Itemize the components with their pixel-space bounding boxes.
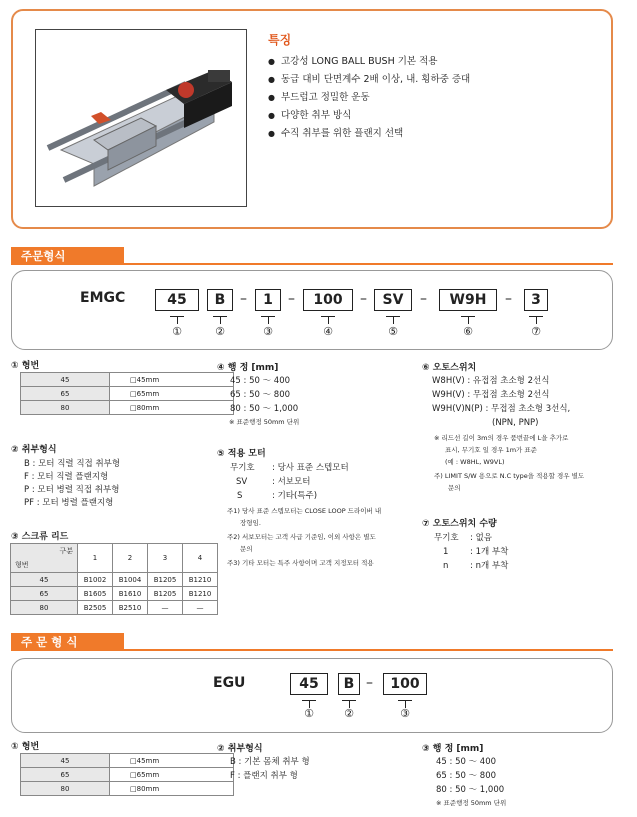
table-row	[21, 401, 234, 415]
table-cell: B1210	[183, 573, 218, 587]
code-segment-lead: 1	[255, 289, 281, 311]
section-divider	[11, 649, 613, 651]
table-header-row	[11, 544, 218, 573]
screw-lead-table	[10, 543, 218, 615]
tick	[268, 316, 269, 324]
spec-note: 주3) 기타 모터는 특주 사항이며 고객 지정모터 적용	[227, 559, 374, 567]
table-row	[21, 754, 234, 768]
motor-desc: : 기타(특주)	[272, 491, 318, 501]
spec-title-model: ① 형번	[11, 361, 40, 371]
dash: –	[505, 291, 512, 307]
qty-code: n	[443, 561, 449, 571]
table-cell: □80mm	[110, 782, 234, 796]
spec-title-motor: ⑤ 적용 모터	[217, 449, 266, 459]
motor-desc: : 당사 표준 스텝모터	[272, 463, 349, 473]
spec-note: ※ 표준행정 50mm 단위	[229, 418, 300, 426]
code-segment-switch: W9H	[439, 289, 497, 311]
table-cell: B1610	[113, 587, 148, 601]
table-row	[21, 387, 234, 401]
table-cell: □45mm	[110, 754, 234, 768]
spec-note: 주) LIMIT S/W 용으로 N.C type을 적용할 경우 별도	[434, 472, 585, 480]
tick	[177, 316, 178, 324]
spec-title-model: ① 형번	[11, 742, 40, 752]
dash: –	[366, 675, 373, 691]
spec-note: ※ 리드선 길이 3m의 경우 품번끝에 L을 추가로	[434, 434, 569, 442]
feature-item: ● 수직 취부를 위한 플랜지 선택	[268, 125, 470, 143]
spec-note: 주1) 당사 표준 스텝모터는 CLOSE LOOP 드라이버 내	[227, 507, 382, 515]
table-cell: 45	[11, 573, 78, 587]
circle-number: ⑦	[531, 325, 541, 338]
table-row	[11, 573, 218, 587]
qty-desc: : 1개 부착	[470, 547, 509, 557]
code-segment-size: 45	[155, 289, 199, 311]
table-header-cell: 2	[113, 544, 148, 573]
model-name: EMGC	[80, 290, 126, 306]
table-cell: 80	[11, 601, 78, 615]
table-cell: B1004	[113, 573, 148, 587]
table-cell: B1605	[78, 587, 113, 601]
table-cell: □65mm	[110, 768, 234, 782]
spec-title-switch-qty: ⑦ 오토스위치 수량	[422, 519, 497, 529]
table-row	[21, 768, 234, 782]
tick	[393, 316, 394, 324]
tick	[536, 316, 537, 324]
table-row	[11, 587, 218, 601]
table-cell: 45	[21, 373, 110, 387]
motor-code: SV	[236, 477, 248, 487]
table-cell: □65mm	[110, 387, 234, 401]
table-cell: —	[148, 601, 183, 615]
dash: –	[420, 291, 427, 307]
spec-line: 65 : 50 ～ 800	[230, 390, 291, 400]
spec-line: 80 : 50 ～ 1,000	[230, 404, 299, 414]
table-cell: 80	[21, 782, 110, 796]
table-corner-cell	[11, 544, 78, 573]
table-header-cell: 3	[148, 544, 183, 573]
corner-top: 구분	[59, 547, 73, 555]
spec-line: 65 : 50 ～ 800	[436, 771, 497, 781]
motor-code: 무기호	[230, 463, 255, 473]
qty-code: 무기호	[434, 533, 459, 543]
table-cell: B1002	[78, 573, 113, 587]
spec-line: P : 모터 병렬 직접 취부형	[24, 485, 120, 495]
dash: –	[360, 291, 367, 307]
dash: –	[288, 291, 295, 307]
spec-line: W8H(V) : 유접점 초소형 2선식	[432, 376, 550, 386]
table-cell: B2505	[78, 601, 113, 615]
spec-line: B : 모터 직렬 직접 취부형	[24, 459, 121, 469]
table-cell: B1205	[148, 587, 183, 601]
tick	[468, 316, 469, 324]
motor-desc: : 서보모터	[272, 477, 311, 487]
code-segment-stroke: 100	[383, 673, 427, 695]
table-header-cell: 4	[183, 544, 218, 573]
spec-note: 표시, 무기호 일 경우 1m가 표준	[445, 446, 537, 454]
table-cell: B2510	[113, 601, 148, 615]
code-segment-stroke: 100	[303, 289, 353, 311]
spec-line: W9H(V)N(P) : 무접점 초소형 3선식,	[432, 404, 571, 414]
table-cell: 65	[11, 587, 78, 601]
circle-number: ④	[323, 325, 333, 338]
circle-number: ③	[400, 707, 410, 720]
features-title: 특징	[268, 33, 292, 47]
spec-line: F : 모터 직렬 플랜지형	[24, 472, 109, 482]
spec-line: F : 플랜지 취부 형	[230, 771, 298, 781]
spec-line: PF : 모터 병렬 플랜지형	[24, 498, 114, 508]
model-size-table	[20, 753, 234, 796]
table-cell: □80mm	[110, 401, 234, 415]
spec-title-mount: ② 취부형식	[217, 744, 263, 754]
circle-number: ⑥	[463, 325, 473, 338]
table-row	[21, 373, 234, 387]
table-cell: 65	[21, 387, 110, 401]
spec-note: 문의	[240, 545, 253, 553]
dash: –	[240, 291, 247, 307]
spec-title-stroke: ③ 행 정 [mm]	[422, 744, 484, 754]
spec-line: W9H(V) : 무접점 초소형 2선식	[432, 390, 550, 400]
circle-number: ②	[215, 325, 225, 338]
spec-note: 문의	[448, 484, 461, 492]
table-cell: B1205	[148, 573, 183, 587]
code-segment-motor: SV	[374, 289, 412, 311]
spec-title-screw: ③ 스크류 리드	[11, 532, 69, 542]
product-photo	[35, 29, 247, 207]
table-cell: B1210	[183, 587, 218, 601]
feature-item: ● 다양한 취부 방식	[268, 107, 470, 125]
circle-number: ③	[263, 325, 273, 338]
spec-note: 주2) 서보모터는 고객 사급 기준임, 이외 사항은 별도	[227, 533, 376, 541]
circle-number: ②	[344, 707, 354, 720]
corner-bottom: 형번	[15, 561, 29, 569]
circle-number: ⑤	[388, 325, 398, 338]
motor-code: S	[237, 491, 243, 501]
table-row	[21, 782, 234, 796]
order-section-title-1: 주문형식	[11, 247, 124, 265]
qty-desc: : 없음	[470, 533, 492, 543]
section-divider	[11, 263, 613, 265]
code-segment-qty: 3	[524, 289, 548, 311]
feature-item: ● 고강성 LONG BALL BUSH 기본 적용	[268, 53, 470, 71]
spec-line: B : 기본 몸체 취부 형	[230, 757, 310, 767]
table-row	[11, 601, 218, 615]
table-cell: 65	[21, 768, 110, 782]
spec-title-stroke: ④ 행 정 [mm]	[217, 363, 279, 373]
feature-item: ● 부드럽고 정밀한 운동	[268, 89, 470, 107]
model-name: EGU	[213, 675, 246, 691]
qty-desc: : n개 부착	[470, 561, 509, 571]
order-section-title-2: 주 문 형 식	[11, 633, 124, 651]
spec-title-switch: ⑥ 오토스위치	[422, 363, 477, 373]
order-code-box-2	[11, 658, 613, 733]
tick	[220, 316, 221, 324]
spec-line: 45 : 50 ～ 400	[436, 757, 497, 767]
features-panel	[11, 9, 613, 229]
code-segment-mount: B	[207, 289, 233, 311]
qty-code: 1	[443, 547, 449, 557]
model-size-table	[20, 372, 234, 415]
code-segment-size: 45	[290, 673, 328, 695]
circle-number: ①	[172, 325, 182, 338]
features-list	[268, 53, 470, 143]
table-cell: □45mm	[110, 373, 234, 387]
actuator-illustration	[36, 30, 246, 206]
spec-note: (예 : W8HL, W9VL)	[445, 458, 505, 466]
table-cell: 80	[21, 401, 110, 415]
spec-note: ※ 표준행정 50mm 단위	[436, 799, 507, 807]
feature-item: ● 동급 대비 단면계수 2배 이상, 내. 횡하중 증대	[268, 71, 470, 89]
table-cell: 45	[21, 754, 110, 768]
spec-note: 장형임.	[240, 519, 261, 527]
table-header-cell: 1	[78, 544, 113, 573]
spec-line: (NPN, PNP)	[492, 418, 539, 428]
code-segment-mount: B	[338, 673, 360, 695]
tick	[328, 316, 329, 324]
spec-title-mount: ② 취부형식	[11, 445, 57, 455]
spec-line: 80 : 50 ～ 1,000	[436, 785, 505, 795]
table-cell: —	[183, 601, 218, 615]
circle-number: ①	[304, 707, 314, 720]
spec-line: 45 : 50 ～ 400	[230, 376, 291, 386]
